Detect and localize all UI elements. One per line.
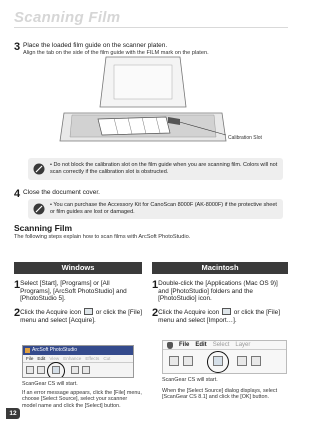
windows-menubar bbox=[23, 355, 133, 362]
scanner-illustration bbox=[58, 55, 228, 150]
windows-caption-2: If an error message appears, click the [File] menu, choose [Select Source], select your scanner model name and click the [Select] button. bbox=[22, 390, 142, 409]
windows-step-1-number: 1 bbox=[14, 279, 21, 291]
acquire-icon bbox=[222, 308, 231, 315]
windows-step-1 bbox=[14, 280, 142, 303]
menu-enhance[interactable]: Enhance bbox=[63, 356, 82, 361]
note-accessory-kit bbox=[28, 199, 283, 219]
mac-step-2-number: 2 bbox=[152, 307, 159, 319]
mac-menu-edit[interactable]: Edit bbox=[195, 342, 207, 348]
mac-screenshot bbox=[162, 340, 287, 374]
acquire-icon bbox=[84, 308, 93, 315]
caution-icon bbox=[33, 163, 45, 175]
highlight-circle bbox=[47, 362, 65, 378]
mac-step-2-text bbox=[158, 308, 288, 324]
mac-menu-select[interactable]: Select bbox=[212, 342, 230, 348]
menu-edit[interactable]: Edit bbox=[37, 356, 46, 361]
windows-step-2-text-a: Click the Acquire icon bbox=[20, 309, 82, 316]
menu-view[interactable]: View bbox=[49, 356, 60, 361]
windows-step-2-text-b: or click the [File] menu and select [Acquire]. bbox=[20, 309, 142, 324]
windows-step-2 bbox=[14, 308, 142, 324]
windows-step-2-text bbox=[20, 308, 142, 324]
mac-step-2-text-b: or click the [File] menu and select [Import…]. bbox=[158, 309, 280, 324]
step-3-subtext: Align the tab on the side of the film guide with the FILM mark on the platen. bbox=[23, 50, 209, 56]
mac-step-1-text: Double-click the [Applications (Mac OS 9)] and [PhotoStudio] folders and the [PhotoStudio] icon. bbox=[158, 280, 278, 302]
mac-step-2 bbox=[152, 308, 288, 324]
section-subtitle: The following steps explain how to scan films with ArcSoft PhotoStudio. bbox=[14, 234, 191, 240]
menu-cut[interactable]: Cut bbox=[103, 356, 111, 361]
highlight-circle bbox=[207, 351, 229, 373]
note-accessory-kit-text: • You can purchase the Accessory Kit for CanoScan 8000F (AK-8000F) if the protective sheet or film guides are lost or damaged. bbox=[50, 202, 277, 215]
windows-step-2-number: 2 bbox=[14, 307, 21, 319]
macintosh-header: Macintosh bbox=[152, 262, 288, 274]
print-icon[interactable] bbox=[251, 356, 261, 366]
windows-step-1-text: Select [Start], [Programs] or [All Programs], [ArcSoft PhotoStudio] and [PhotoStudio 5]. bbox=[20, 280, 127, 302]
mac-step-1 bbox=[152, 280, 288, 303]
step-4-text: Close the document cover. bbox=[23, 189, 100, 196]
section-title: Scanning Film bbox=[14, 223, 73, 233]
print-icon[interactable] bbox=[82, 366, 90, 374]
save-icon[interactable] bbox=[71, 366, 79, 374]
open-icon[interactable] bbox=[37, 366, 45, 374]
windows-title: ArcSoft PhotoStudio bbox=[32, 347, 78, 353]
step-4 bbox=[14, 189, 100, 199]
mac-toolbar bbox=[163, 350, 286, 374]
menu-file[interactable]: File bbox=[26, 356, 34, 361]
note-calibration-text: • Do not block the calibration slot on the film guide when you are scanning film. Colors will not scan correctly if the calibration slot is obstructed. bbox=[50, 162, 278, 175]
open-icon[interactable] bbox=[183, 356, 193, 366]
new-icon[interactable] bbox=[26, 366, 34, 374]
mac-step-2-text-a: Click the Acquire icon bbox=[158, 309, 220, 316]
menu-effects[interactable]: Effects bbox=[85, 356, 100, 361]
windows-titlebar bbox=[23, 346, 133, 355]
app-icon bbox=[25, 348, 30, 353]
title-divider bbox=[14, 27, 288, 28]
new-icon[interactable] bbox=[169, 356, 179, 366]
apple-icon[interactable] bbox=[167, 342, 173, 349]
page-number: 12 bbox=[6, 408, 20, 419]
page-title: Scanning Film bbox=[14, 9, 121, 26]
mac-menu-file[interactable]: File bbox=[179, 342, 190, 348]
mac-caption-1: ScanGear CS will start. bbox=[162, 377, 218, 383]
calibration-slot-label: Calibration Slot bbox=[228, 135, 262, 141]
mac-step-1-number: 1 bbox=[152, 279, 159, 291]
windows-screenshot bbox=[22, 345, 134, 378]
mac-caption-2: When the [Select Source] dialog displays, select [ScanGear CS 8.1] and click the [OK] button. bbox=[162, 388, 278, 401]
step-3-number: 3 bbox=[14, 41, 21, 53]
windows-toolbar bbox=[23, 362, 133, 378]
step-3-text: Place the loaded film guide on the scanner platen. bbox=[23, 42, 168, 49]
note-calibration bbox=[28, 158, 283, 180]
windows-caption-1: ScanGear CS will start. bbox=[22, 381, 78, 387]
windows-header: Windows bbox=[14, 262, 142, 274]
caution-icon bbox=[33, 203, 45, 215]
mac-menu-layer[interactable]: Layer bbox=[235, 342, 251, 348]
mac-menubar bbox=[163, 341, 286, 350]
save-icon[interactable] bbox=[237, 356, 247, 366]
step-4-number: 4 bbox=[14, 188, 21, 200]
